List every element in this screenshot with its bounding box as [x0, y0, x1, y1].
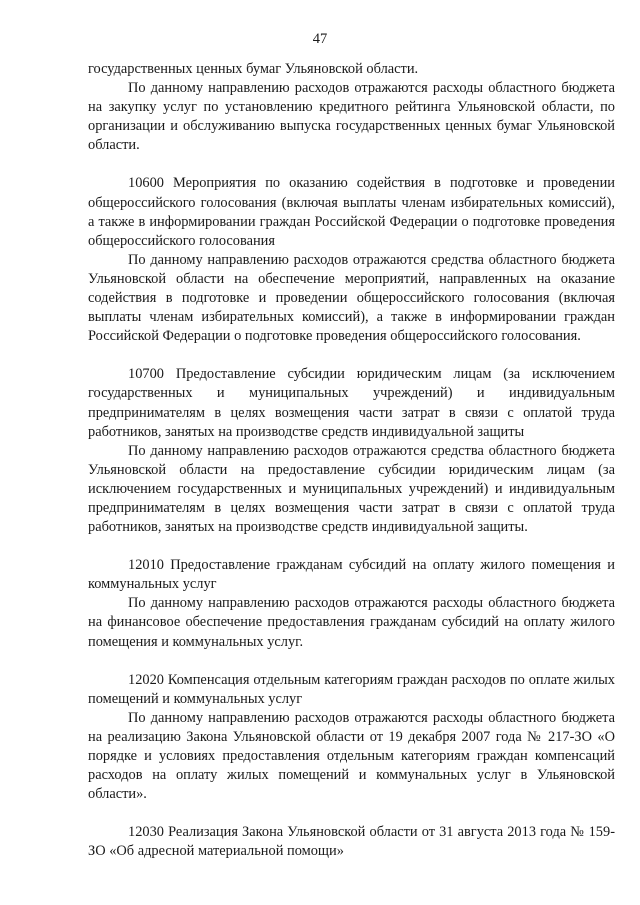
section-body: По данному направлению расходов отражаются средства областного бюджета Ульяновской области на обеспечение мероприятий, направленных на оказание содействия в подготовке и проведении общероссийского голосования (включая выплаты членам избирательных комиссий), а также в информировании граждан Российской Федерации о подготовке проведения общероссийского голосования.	[88, 251, 615, 345]
section-heading: 10700 Предоставление субсидии юридическим лицам (за исключением государственных и муниципальных учреждений) и индивидуальным предпринимателям в целях возмещения части затрат в связи с оплатой труда работников, занятых на производстве средств индивидуальной защиты	[88, 366, 615, 440]
section-10700	[88, 365, 615, 537]
section-12010	[88, 556, 615, 651]
section-body: По данному направлению расходов отражаются расходы областного бюджета на реализацию Закона Ульяновской области от 19 декабря 2007 года № 217-ЗО «О порядке и условиях предоставления отдельным категориям граждан компенсаций расходов на оплату жилых помещений и коммунальных услуг в Ульяновской области».	[88, 709, 615, 803]
section-heading: 10600 Мероприятия по оказанию содействия в подготовке и проведении общероссийского голосования (включая выплаты членам избирательных комиссий), а также в информировании граждан Российской Федерации о подготовке проведения общероссийского голосования	[88, 175, 615, 249]
section-heading: 12020 Компенсация отдельным категориям граждан расходов по оплате жилых помещений и коммунальных услуг	[88, 671, 615, 707]
section-12030	[88, 823, 615, 861]
section-body: По данному направлению расходов отражаются расходы областного бюджета на финансовое обеспечение предоставления гражданам субсидий на оплату жилого помещения и коммунальных услуг.	[88, 595, 615, 650]
section-heading: 12010 Предоставление гражданам субсидий на оплату жилого помещения и коммунальных услуг	[88, 557, 615, 593]
section-10600	[88, 174, 615, 346]
page-number: 47	[312, 31, 328, 47]
intro-continuation: государственных ценных бумаг Ульяновской области.	[88, 61, 419, 77]
intro-paragraph: По данному направлению расходов отражаются расходы областного бюджета на закупку услуг по установлению кредитного рейтинга Ульяновской области, по организации и обслуживанию выпуска государственных ценных бумаг Ульяновской области.	[88, 80, 615, 154]
section-12020	[88, 671, 615, 805]
document-body	[88, 60, 615, 861]
section-body: По данному направлению расходов отражаются средства областного бюджета Ульяновской области на предоставление субсидии юридическим лицам (за исключением государственных и муниципальных учреждений) и индивидуальным предпринимателям в целях возмещения части затрат в связи с оплатой труда работников, занятых на производстве средств индивидуальной защиты.	[88, 442, 615, 536]
section-heading: 12030 Реализация Закона Ульяновской области от 31 августа 2013 года № 159-ЗО «Об адресной материальной помощи»	[88, 824, 615, 860]
